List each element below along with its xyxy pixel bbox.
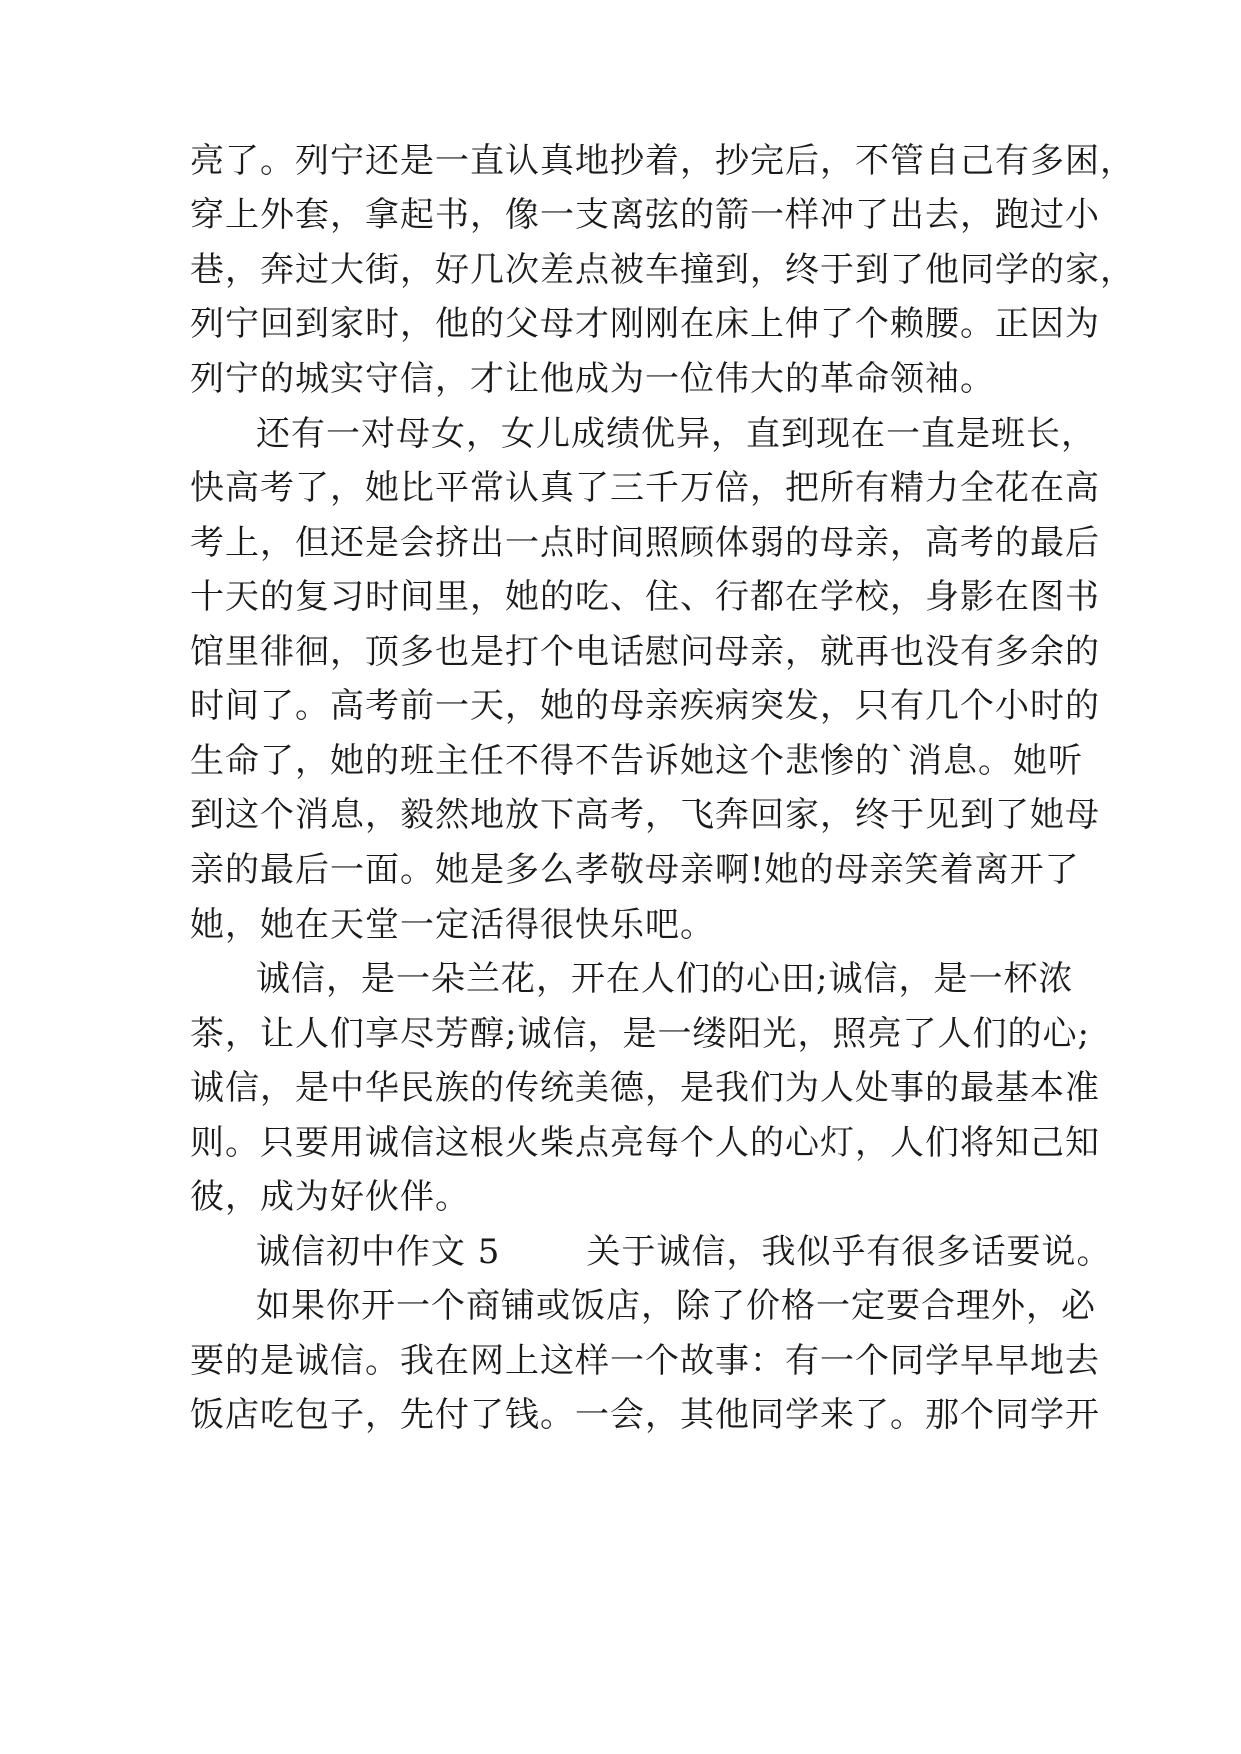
text-line: 则。只要用诚信这根火柴点亮每个人的心灯，人们将知己知 [190, 1123, 1100, 1163]
paragraph-first-line: 还有一对母女，女儿成绩优异，直到现在一直是班长， [256, 414, 1096, 454]
text-line: 穿上外套，拿起书，像一支离弦的箭一样冲了出去，跑过小 [190, 195, 1100, 235]
section-heading: 诚信初中作文 5 [256, 1232, 501, 1272]
text-line: 十天的复习时间里，她的吃、住、行都在学校，身影在图书 [190, 577, 1100, 617]
section-heading-line [256, 1232, 1111, 1272]
paragraph-first-line: 诚信，是一朵兰花，开在人们的心田;诚信，是一杯浓 [256, 959, 1074, 999]
section-intro: 关于诚信，我似乎有很多话要说。 [586, 1232, 1112, 1272]
text-line: 考上，但还是会挤出一点时间照顾体弱的母亲，高考的最后 [190, 523, 1100, 563]
text-line: 她，她在天堂一定活得很快乐吧。 [190, 905, 715, 945]
text-line: 亲的最后一面。她是多么孝敬母亲啊!她的母亲笑着离开了 [190, 850, 1080, 890]
text-line: 到这个消息，毅然地放下高考，飞奔回家，终于见到了她母 [190, 795, 1100, 835]
text-line: 时间了。高考前一天，她的母亲疾病突发，只有几个小时的 [190, 686, 1100, 726]
text-line: 饭店吃包子，先付了钱。一会，其他同学来了。那个同学开 [190, 1395, 1100, 1435]
text-line: 列宁回到家时，他的父母才刚刚在床上伸了个赖腰。正因为 [190, 304, 1100, 344]
text-line: 茶，让人们享尽芳醇;诚信，是一缕阳光，照亮了人们的心; [190, 1014, 1090, 1054]
text-line: 馆里徘徊，顶多也是打个电话慰问母亲，就再也没有多余的 [190, 632, 1100, 672]
paragraph-first-line: 如果你开一个商铺或饭店，除了价格一定要合理外，必 [256, 1286, 1096, 1326]
text-line: 彼，成为好伙伴。 [190, 1177, 470, 1217]
text-line: 诚信，是中华民族的传统美德，是我们为人处事的最基本准 [190, 1068, 1100, 1108]
text-line: 生命了，她的班主任不得不告诉她这个悲惨的`消息。她听 [190, 741, 1083, 781]
text-line: 列宁的城实守信，才让他成为一位伟大的革命领袖。 [190, 359, 995, 399]
text-line: 巷，奔过大街，好几次差点被车撞到，终于到了他同学的家， [190, 250, 1135, 290]
text-line: 快高考了，她比平常认真了三千万倍，把所有精力全花在高 [190, 468, 1100, 508]
text-line: 要的是诚信。我在网上这样一个故事：有一个同学早早地去 [190, 1341, 1100, 1381]
text-line: 亮了。列宁还是一直认真地抄着，抄完后，不管自己有多困， [190, 141, 1135, 181]
